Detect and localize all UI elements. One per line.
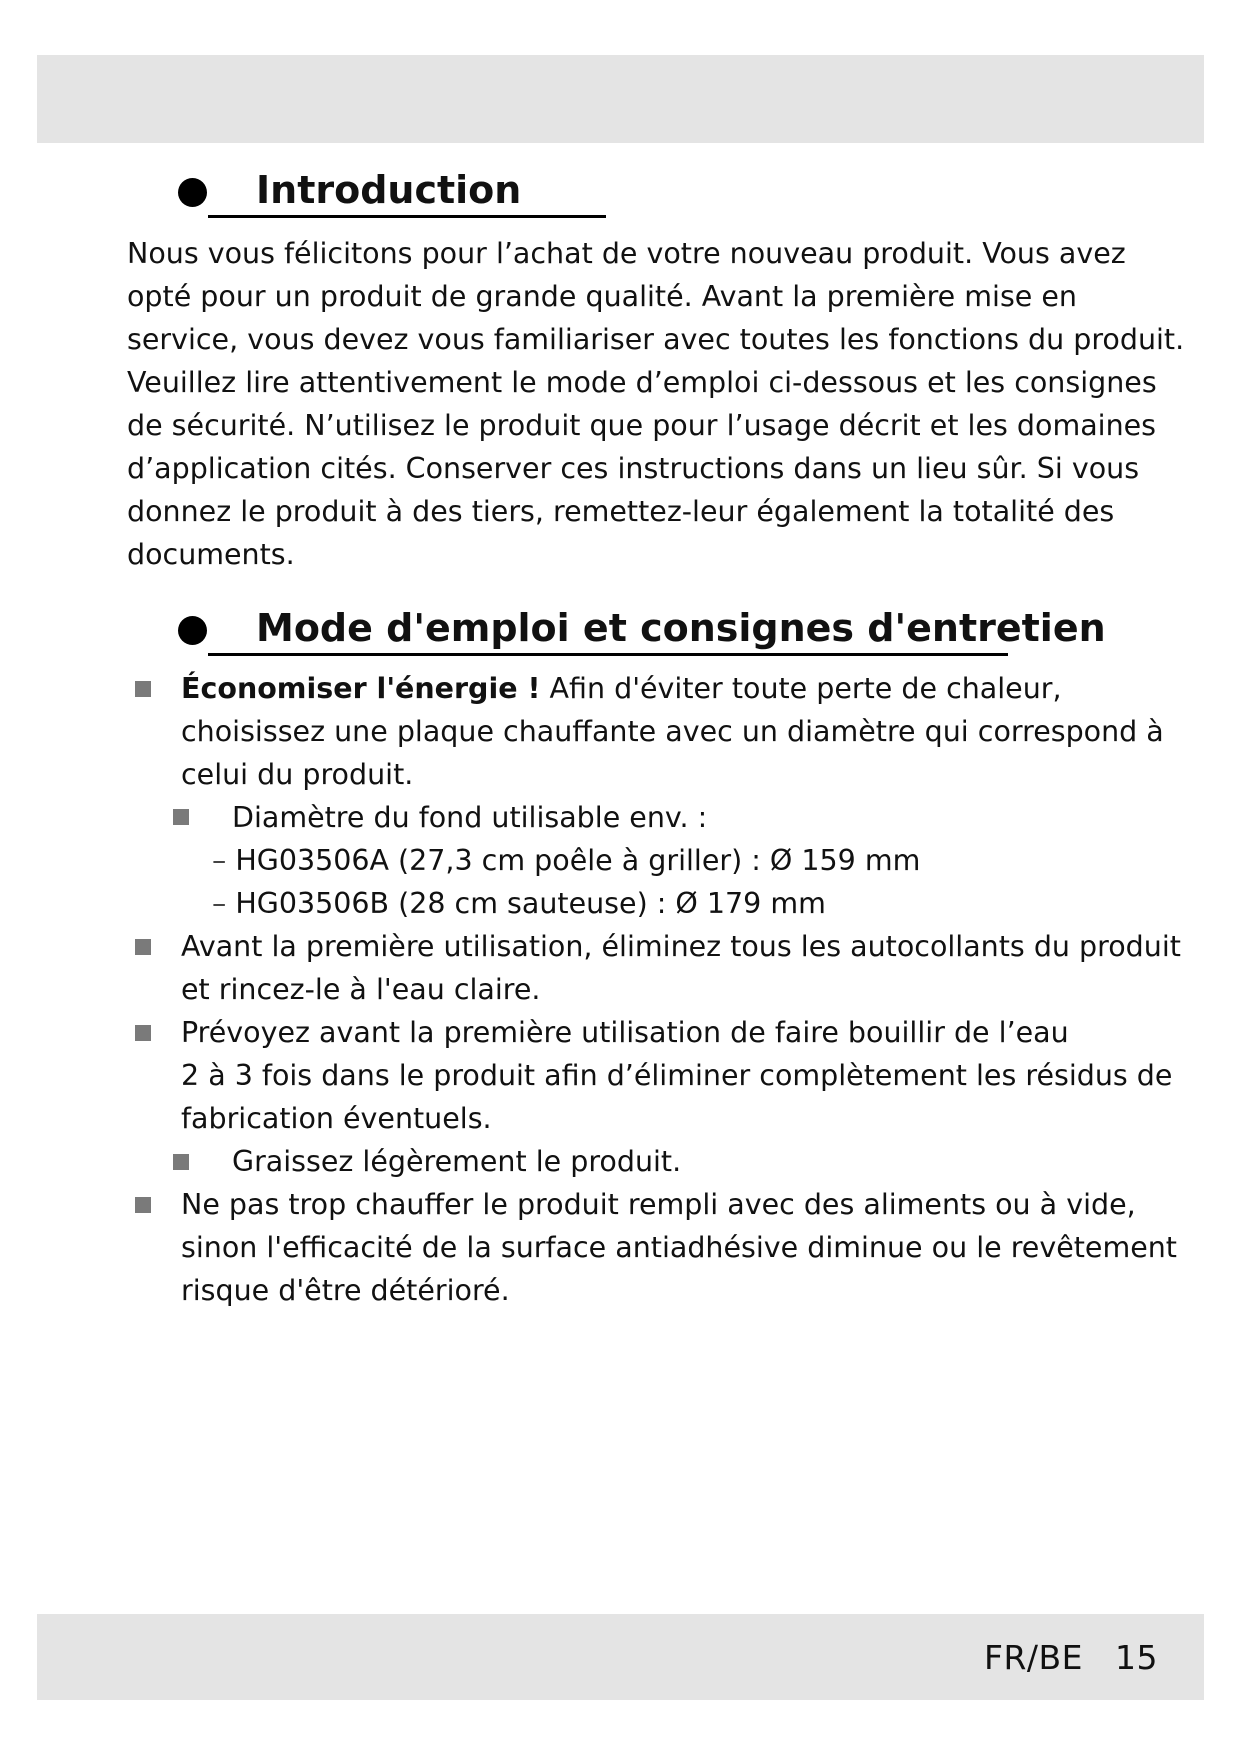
dash-item-text: HG03506B (28 cm sauteuse) : Ø 179 mm xyxy=(235,887,826,920)
paragraph-line: Nous vous félicitons pour l’achat de votre nouveau produit. Vous avez xyxy=(127,237,1126,270)
bullet-dot-icon xyxy=(178,178,207,207)
sub-item-line: Diamètre du fond utilisable env. : xyxy=(232,801,708,834)
bullet-dot-icon xyxy=(178,616,207,645)
sub-item-line: Graissez légèrement le produit. xyxy=(232,1145,682,1178)
square-bullet-icon xyxy=(173,1154,189,1170)
intro-paragraph xyxy=(127,232,1185,576)
list-item-line: Avant la première utilisation, éliminez tous les autocollants du produit xyxy=(181,930,1181,963)
section-title: Mode d'emploi et consignes d'entretien xyxy=(256,606,1106,650)
list-item-line: et rincez-le à l'eau claire. xyxy=(181,973,541,1006)
emphasis-text: Économiser l'énergie ! xyxy=(181,672,541,705)
list-item-line: 2 à 3 fois dans le produit afin d’éliminer complètement les résidus de xyxy=(181,1059,1173,1092)
square-bullet-icon xyxy=(135,1197,151,1213)
paragraph-line: service, vous devez vous familiariser avec toutes les fonctions du produit. xyxy=(127,323,1185,356)
footer xyxy=(984,1638,1158,1677)
dash-item-text: HG03506A (27,3 cm poêle à griller) : Ø 159 mm xyxy=(235,844,921,877)
heading-underline xyxy=(208,215,606,218)
list-item-line: risque d'être détérioré. xyxy=(181,1274,510,1307)
list-item-line: choisissez une plaque chauffante avec un diamètre qui correspond à xyxy=(181,715,1164,748)
paragraph-line: d’application cités. Conserver ces instructions dans un lieu sûr. Si vous xyxy=(127,452,1140,485)
dash-item xyxy=(212,882,826,925)
dash-icon: – xyxy=(212,887,227,920)
paragraph-line: Veuillez lire attentivement le mode d’emploi ci-dessous et les consignes xyxy=(127,366,1157,399)
list-item-line: Prévoyez avant la première utilisation de faire bouillir de l’eau xyxy=(181,1016,1069,1049)
square-bullet-icon xyxy=(135,939,151,955)
paragraph-line: de sécurité. N’utilisez le produit que pour l’usage décrit et les domaines xyxy=(127,409,1157,442)
item-text: Afin d'éviter toute perte de chaleur, xyxy=(540,672,1062,705)
paragraph-line: documents. xyxy=(127,538,295,571)
list-item-line xyxy=(181,667,1062,710)
page-number: 15 xyxy=(1115,1638,1158,1677)
heading-underline xyxy=(208,653,1008,656)
list-item-line: celui du produit. xyxy=(181,758,414,791)
dash-icon: – xyxy=(212,844,227,877)
language-code: FR/BE xyxy=(983,1638,1083,1677)
square-bullet-icon xyxy=(173,809,189,825)
dash-item xyxy=(212,839,920,882)
list-item-line: fabrication éventuels. xyxy=(181,1102,492,1135)
section-title: Introduction xyxy=(256,168,522,212)
paragraph-line: donnez le produit à des tiers, remettez-leur également la totalité des xyxy=(127,495,1115,528)
square-bullet-icon xyxy=(135,1025,151,1041)
square-bullet-icon xyxy=(135,681,151,697)
header-band xyxy=(37,55,1204,143)
list-item-line: Ne pas trop chauffer le produit rempli avec des aliments ou à vide, xyxy=(181,1188,1136,1221)
paragraph-line: opté pour un produit de grande qualité. Avant la première mise en xyxy=(127,280,1077,313)
list-item-line: sinon l'efficacité de la surface antiadhésive diminue ou le revêtement xyxy=(181,1231,1177,1264)
